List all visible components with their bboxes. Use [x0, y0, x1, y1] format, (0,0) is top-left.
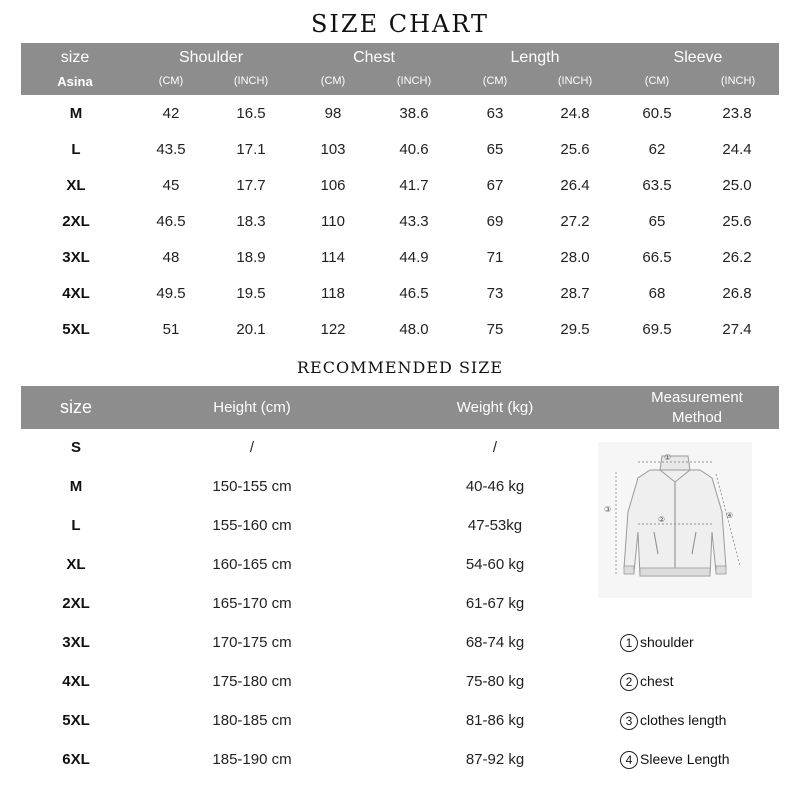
unit-inch: (INCH)	[396, 75, 432, 87]
size-cell: 6XL	[62, 751, 90, 768]
value-cell: 43.5	[156, 141, 186, 158]
size-cell: 5XL	[62, 321, 90, 338]
value-cell: 42	[162, 105, 180, 122]
value-cell: 17.7	[236, 177, 266, 194]
weight-cell: 54-60 kg	[465, 556, 525, 573]
weight-cell: 68-74 kg	[465, 634, 525, 651]
value-cell: 27.2	[560, 213, 590, 230]
value-cell: 20.1	[236, 321, 266, 338]
value-cell: 69.5	[642, 321, 672, 338]
weight-cell: /	[492, 439, 498, 456]
diagram-mark: ③	[604, 505, 612, 514]
value-cell: 110	[321, 213, 345, 230]
legend-number: 1	[620, 634, 638, 652]
height-cell: 175-180 cm	[212, 673, 292, 690]
value-cell: 103	[320, 141, 346, 158]
table-row	[0, 177, 800, 197]
value-cell: 122	[320, 321, 346, 338]
header-measurement-method	[637, 388, 757, 428]
value-cell: 25.6	[722, 213, 752, 230]
table-row	[0, 321, 800, 341]
weight-cell: 61-67 kg	[465, 595, 525, 612]
value-cell: 49.5	[156, 285, 186, 302]
size-chart-title: SIZE CHART	[310, 10, 490, 38]
value-cell: 24.4	[722, 141, 752, 158]
header-asina-label: Asina	[57, 74, 93, 89]
size-cell: M	[69, 478, 83, 495]
value-cell: 23.8	[722, 105, 752, 122]
height-cell: 165-170 cm	[212, 595, 292, 612]
size-cell: 5XL	[62, 712, 90, 729]
legend-number: 4	[620, 751, 638, 769]
recommended-size-title: RECOMMENDED SIZE	[296, 358, 504, 377]
value-cell: 25.0	[722, 177, 752, 194]
size-cell: L	[71, 141, 81, 158]
value-cell: 69	[486, 213, 504, 230]
value-cell: 26.8	[722, 285, 752, 302]
value-cell: 63.5	[642, 177, 672, 194]
diagram-mark: ④	[726, 511, 734, 520]
value-cell: 48	[162, 249, 180, 266]
height-cell: 185-190 cm	[212, 751, 292, 768]
table-row	[0, 141, 800, 161]
table-row	[0, 673, 800, 693]
unit-cm: (CM)	[158, 75, 184, 87]
value-cell: 68	[648, 285, 666, 302]
value-cell: 40.6	[399, 141, 429, 158]
legend-label: clothes length	[640, 712, 727, 728]
value-cell: 44.9	[399, 249, 429, 266]
unit-cm: (CM)	[644, 75, 670, 87]
value-cell: 48.0	[399, 321, 429, 338]
size-cell: M	[69, 105, 83, 122]
value-cell: 114	[321, 249, 345, 266]
unit-cm: (CM)	[320, 75, 346, 87]
size-cell: 2XL	[62, 213, 90, 230]
unit-inch: (INCH)	[233, 75, 269, 87]
recommended-header	[21, 386, 779, 429]
value-cell: 41.7	[399, 177, 429, 194]
value-cell: 98	[324, 105, 342, 122]
height-cell: /	[249, 439, 255, 456]
value-cell: 71	[486, 249, 504, 266]
value-cell: 75	[486, 321, 504, 338]
legend-number: 3	[620, 712, 638, 730]
header-sleeve: Sleeve	[673, 49, 723, 66]
value-cell: 46.5	[156, 213, 186, 230]
value-cell: 60.5	[642, 105, 672, 122]
header-length: Length	[510, 49, 560, 66]
header-chest: Chest	[353, 49, 395, 66]
value-cell: 24.8	[560, 105, 590, 122]
size-chart-header	[21, 43, 779, 95]
method-line2: Method	[671, 409, 723, 426]
value-cell: 106	[320, 177, 346, 194]
value-cell: 62	[648, 141, 666, 158]
size-cell: 4XL	[62, 673, 90, 690]
weight-cell: 75-80 kg	[465, 673, 525, 690]
value-cell: 18.9	[236, 249, 266, 266]
legend-item	[620, 712, 726, 730]
table-row	[0, 105, 800, 125]
value-cell: 16.5	[236, 105, 266, 122]
value-cell: 28.7	[560, 285, 590, 302]
value-cell: 27.4	[722, 321, 752, 338]
size-cell: XL	[66, 177, 86, 194]
value-cell: 38.6	[399, 105, 429, 122]
value-cell: 73	[486, 285, 504, 302]
value-cell: 67	[486, 177, 504, 194]
value-cell: 63	[486, 105, 504, 122]
legend-item	[620, 673, 673, 691]
table-row	[0, 595, 800, 615]
table-row	[0, 249, 800, 269]
size-cell: L	[71, 517, 81, 534]
weight-cell: 81-86 kg	[465, 712, 525, 729]
height-cell: 170-175 cm	[212, 634, 292, 651]
jacket-measurement-icon	[598, 442, 752, 598]
header-size-label: size	[59, 397, 92, 417]
method-line1: Measurement	[651, 389, 743, 406]
value-cell: 118	[321, 285, 345, 302]
value-cell: 26.4	[560, 177, 590, 194]
value-cell: 19.5	[236, 285, 266, 302]
size-cell: 2XL	[62, 595, 90, 612]
legend-item	[620, 634, 694, 652]
value-cell: 46.5	[399, 285, 429, 302]
size-cell: 3XL	[62, 634, 90, 651]
value-cell: 29.5	[560, 321, 590, 338]
weight-cell: 40-46 kg	[465, 478, 525, 495]
unit-inch: (INCH)	[557, 75, 593, 87]
height-cell: 155-160 cm	[212, 517, 292, 534]
value-cell: 51	[162, 321, 180, 338]
legend-item	[620, 751, 730, 769]
value-cell: 45	[162, 177, 180, 194]
header-size-label: size	[60, 49, 90, 66]
legend-label: Sleeve Length	[640, 751, 730, 767]
header-weight: Weight (kg)	[456, 399, 534, 416]
value-cell: 26.2	[722, 249, 752, 266]
size-cell: S	[70, 439, 81, 456]
height-cell: 150-155 cm	[212, 478, 292, 495]
height-cell: 160-165 cm	[212, 556, 292, 573]
table-row	[0, 213, 800, 233]
value-cell: 28.0	[560, 249, 590, 266]
value-cell: 65	[486, 141, 504, 158]
weight-cell: 47-53kg	[467, 517, 523, 534]
value-cell: 66.5	[642, 249, 672, 266]
legend-label: chest	[640, 673, 674, 689]
legend-label: shoulder	[640, 634, 694, 650]
diagram-mark: ①	[664, 453, 672, 462]
header-height: Height (cm)	[213, 399, 291, 416]
unit-cm: (CM)	[482, 75, 508, 87]
value-cell: 65	[648, 213, 666, 230]
table-row	[0, 285, 800, 305]
value-cell: 25.6	[560, 141, 590, 158]
value-cell: 18.3	[236, 213, 266, 230]
unit-inch: (INCH)	[720, 75, 756, 87]
size-cell: XL	[66, 556, 86, 573]
size-cell: 4XL	[62, 285, 90, 302]
height-cell: 180-185 cm	[212, 712, 292, 729]
header-shoulder: Shoulder	[178, 49, 244, 66]
diagram-mark: ②	[658, 515, 666, 524]
value-cell: 17.1	[236, 141, 266, 158]
weight-cell: 87-92 kg	[465, 751, 525, 768]
size-cell: 3XL	[62, 249, 90, 266]
legend-number: 2	[620, 673, 638, 691]
value-cell: 43.3	[399, 213, 429, 230]
